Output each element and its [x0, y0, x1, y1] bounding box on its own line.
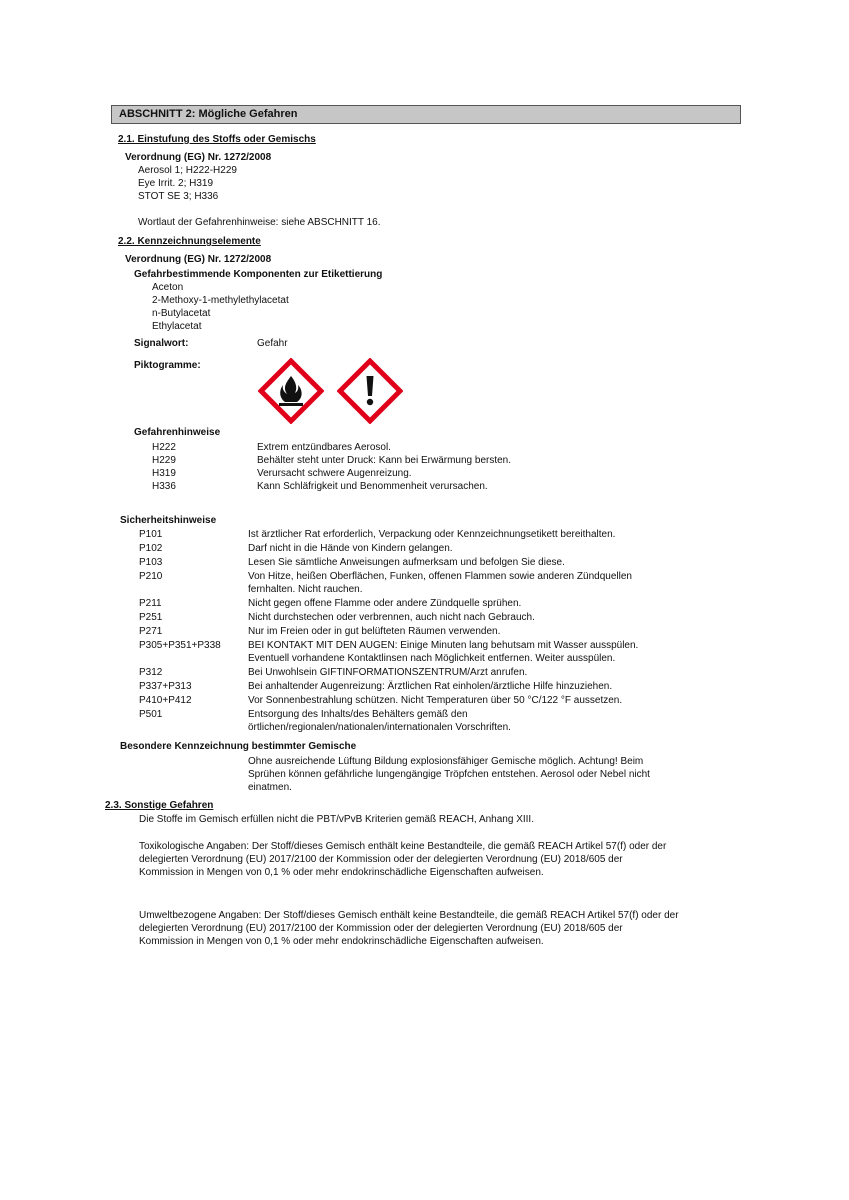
- precaution-text: Entsorgung des Inhalts/des Behälters gemäß den örtlichen/regionalen/nationalen/internationalen Vorschriften.: [248, 709, 511, 733]
- precaution-text: Bei Unwohlsein GIFTINFORMATIONSZENTRUM/Arzt anrufen.: [248, 667, 528, 678]
- hazard-heading: Gefahrenhinweise: [134, 427, 221, 438]
- hazard-text: Kann Schläfrigkeit und Benommenheit verursachen.: [257, 481, 488, 492]
- hazard-code: H336: [152, 481, 176, 492]
- component-item: Ethylacetat: [152, 321, 202, 332]
- precaution-heading: Sicherheitshinweise: [120, 515, 217, 526]
- precaution-text: Vor Sonnenbestrahlung schützen. Nicht Temperaturen über 50 °C/122 °F aussetzen.: [248, 695, 623, 706]
- precaution-code: P501: [139, 709, 163, 720]
- classification-item: STOT SE 3; H336: [138, 191, 219, 202]
- section-title: ABSCHNITT 2: Mögliche Gefahren: [119, 108, 298, 120]
- precaution-text: Ist ärztlicher Rat erforderlich, Verpackung oder Kennzeichnungsetikett bereithalten.: [248, 529, 616, 540]
- precaution-code: P101: [139, 529, 163, 540]
- precaution-code: P210: [139, 571, 163, 582]
- hazard-code: H319: [152, 468, 176, 479]
- precaution-code: P211: [139, 598, 162, 609]
- component-item: 2-Methoxy-1-methylethylacetat: [152, 295, 289, 306]
- regulation-2-1: Verordnung (EG) Nr. 1272/2008: [125, 152, 272, 163]
- pictograms-label: Piktogramme:: [134, 360, 201, 371]
- precaution-code: P271: [139, 626, 163, 637]
- classification-item: Aerosol 1; H222-H229: [138, 165, 237, 176]
- special-text: Ohne ausreichende Lüftung Bildung explosionsfähiger Gemische möglich. Achtung! Beim Sprühen können gefährliche lungengängige Tröpfchen entstehen. Aerosol oder Nebel nicht einatmen.: [248, 756, 650, 793]
- exclamation-mark-icon: [337, 358, 403, 424]
- precaution-code: P312: [139, 667, 163, 678]
- heading-2-2: 2.2. Kennzeichnungselemente: [118, 236, 261, 247]
- precaution-code: P410+P412: [139, 695, 192, 706]
- classification-note: Wortlaut der Gefahrenhinweise: siehe ABSCHNITT 16.: [138, 217, 381, 228]
- precaution-code: P251: [139, 612, 163, 623]
- regulation-2-2: Verordnung (EG) Nr. 1272/2008: [125, 254, 272, 265]
- signal-word-label: Signalwort:: [134, 338, 189, 349]
- hazard-text: Verursacht schwere Augenreizung.: [257, 468, 412, 479]
- component-item: Aceton: [152, 282, 184, 293]
- component-item: n-Butylacetat: [152, 308, 211, 319]
- components-heading: Gefahrbestimmende Komponenten zur Etikettierung: [134, 269, 383, 280]
- precaution-text: BEI KONTAKT MIT DEN AUGEN: Einige Minuten lang behutsam mit Wasser ausspülen. Eventuell vorhandene Kontaktlinsen nach Möglichkeit entfernen. Weiter ausspülen.: [248, 640, 639, 664]
- section-header-bar: [111, 105, 741, 124]
- precaution-text: Lesen Sie sämtliche Anweisungen aufmerksam und befolgen Sie diese.: [248, 557, 565, 568]
- hazard-text: Behälter steht unter Druck: Kann bei Erwärmung bersten.: [257, 455, 512, 466]
- heading-2-3: 2.3. Sonstige Gefahren: [105, 800, 214, 811]
- heading-2-1: 2.1. Einstufung des Stoffs oder Gemischs: [118, 134, 316, 145]
- flame-icon: [258, 358, 324, 424]
- precaution-code: P103: [139, 557, 163, 568]
- hazard-code: H222: [152, 442, 176, 453]
- precaution-code: P305+P351+P338: [139, 640, 221, 651]
- pbt-assessment: Die Stoffe im Gemisch erfüllen nicht die PBT/vPvB Kriterien gemäß REACH, Anhang XIII.: [139, 814, 534, 825]
- precaution-text: Bei anhaltender Augenreizung: Ärztlichen Rat einholen/ärztliche Hilfe hinzuziehen.: [248, 681, 613, 692]
- precaution-text: Nicht gegen offene Flamme oder andere Zündquelle sprühen.: [248, 598, 522, 609]
- hazard-text: Extrem entzündbares Aerosol.: [257, 442, 391, 453]
- classification-item: Eye Irrit. 2; H319: [138, 178, 214, 189]
- toxicological-info: Toxikologische Angaben: Der Stoff/dieses Gemisch enthält keine Bestandteile, die gemäß REACH Artikel 57(f) oder der delegierten Verordnung (EU) 2017/2100 der Kommission oder der delegierten Verordnung (EU) 2018/605 der Kommission in Mengen von 0,1 % oder mehr endokrinschädliche Eigenschaften aufweisen.: [139, 841, 667, 878]
- precaution-text: Nicht durchstechen oder verbrennen, auch nicht nach Gebrauch.: [248, 612, 535, 623]
- signal-word-value: Gefahr: [257, 338, 288, 349]
- precaution-text: Darf nicht in die Hände von Kindern gelangen.: [248, 543, 453, 554]
- special-heading: Besondere Kennzeichnung bestimmter Gemische: [120, 741, 357, 752]
- hazard-code: H229: [152, 455, 176, 466]
- precaution-text: Nur im Freien oder in gut belüfteten Räumen verwenden.: [248, 626, 501, 637]
- precaution-code: P337+P313: [139, 681, 192, 692]
- environmental-info: Umweltbezogene Angaben: Der Stoff/dieses Gemisch enthält keine Bestandteile, die gemäß REACH Artikel 57(f) oder der delegierten Verordnung (EU) 2017/2100 der Kommission oder der delegierten Verordnung (EU) 2018/605 der Kommission in Mengen von 0,1 % oder mehr endokrinschädliche Eigenschaften aufweisen.: [139, 910, 679, 947]
- precaution-code: P102: [139, 543, 163, 554]
- precaution-text: Von Hitze, heißen Oberflächen, Funken, offenen Flammen sowie anderen Zündquellen fernhalten. Nicht rauchen.: [248, 571, 632, 595]
